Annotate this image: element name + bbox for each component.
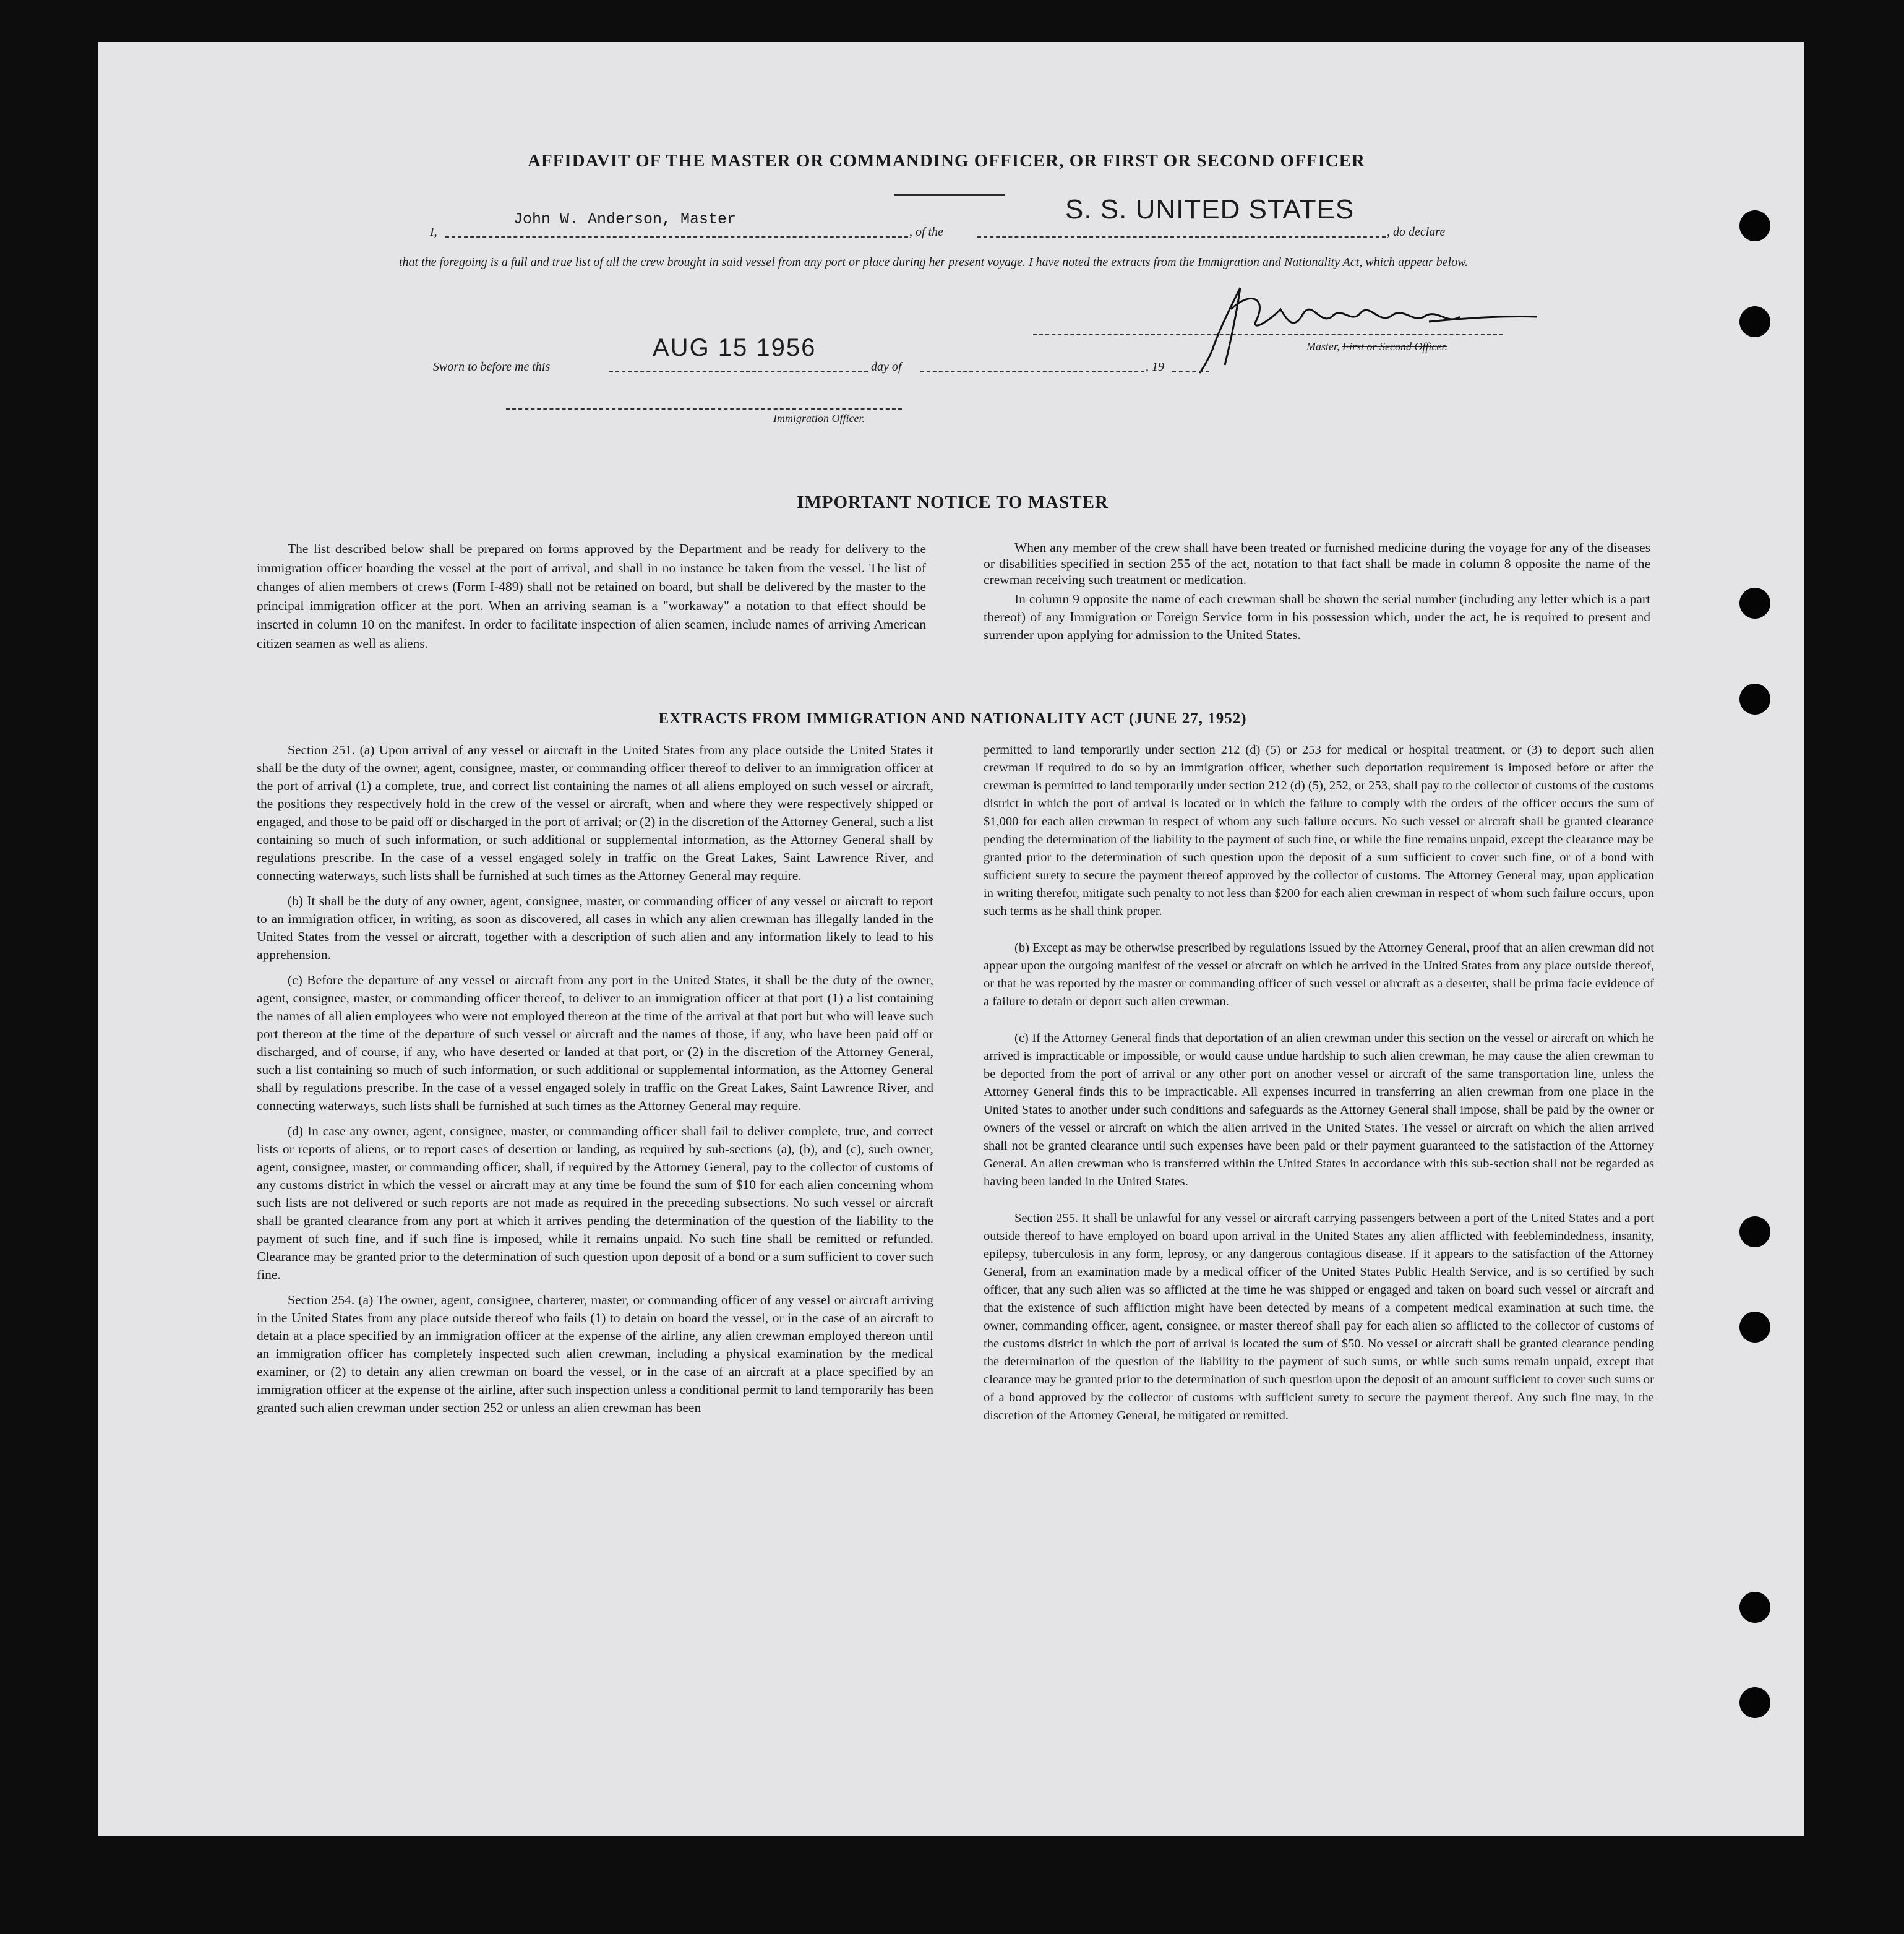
label-i: I, <box>430 225 437 239</box>
binder-hole <box>1739 306 1770 337</box>
notice-right-paragraph-1: When any member of the crew shall have been treated or furnished medicine during the voyage for any of the diseases or disabilities specified in section 255 of the act, notation to that fact shall be made in column 8 opposite the name of the crewman receiving such treatment or medication. <box>984 540 1650 587</box>
extract-section-254a-continued: permitted to land temporarily under section 212 (d) (5) or 253 for medical or hospital treatment, or (3) to deport such alien crewman if required to do so by an immigration officer, whether such deportation requirement is imposed before or after the crewman is permitted to land temporarily under section 212 (d) (5), 252, or 253, shall pay to the collector of customs of the customs district in which the port of arrival is located or in which the failure to comply with the orders of the officer occurs the sum of $1,000 for each alien crewman in respect of whom any such failure occurs. No such vessel or aircraft shall be granted clearance pending the determination of the liability to the payment of such fine, or while the fine remains unpaid, except the clearance may be granted prior to the determination of such question upon the deposit of a sum sufficient to cover such fine, or of a bond with sufficient surety to secure the payment thereof approved by the collector of customs. The Attorney General may, upon application in writing therefor, mitigate such penalty to not less than $200 for each alien crewman in respect of whom such failure occurs, upon such terms as he shall think proper. <box>984 743 1654 918</box>
notice-right-paragraph-2: In column 9 opposite the name of each crewman shall be shown the serial number (including any letter which is a part thereof) of any Immigration or Foreign Service form in his possession which, under the act, he is required to present and surrender upon applying for admission to the United States. <box>984 591 1650 642</box>
extract-section-254c: (c) If the Attorney General finds that deportation of an alien crewman under this section on the vessel or aircraft on which he arrived is impracticable or impossible, or would cause undue hardship to such alien crewman, he may cause the alien crewman to be deported from the port of arrival or any other port on another vessel or aircraft of the same transportation line, unless the Attorney General finds this to be impracticable. All expenses incurred in transferring an alien crewman from one place in the United States to another under such conditions and safeguards as the Attorney General shall impose, shall be paid by the owner or owners of the vessel or aircraft on which the alien arrived in the United States. The vessel or aircraft on which the alien arrived shall not be granted clearance until such expenses have been paid or their payment guaranteed to the satisfaction of the Attorney General. An alien crewman who is transferred within the United States in accordance with this sub-section shall not be regarded as having been landed in the United States. <box>984 1031 1654 1188</box>
extract-section-251d: (d) In case any owner, agent, consignee, master, or commanding officer shall fail to deliver complete, true, and correct lists or reports of aliens, or to report cases of desertion or landing, as required by sub-sections (a), (b), and (c), such owner, agent, consignee, master, or commanding officer, shall, if required by the Attorney General, pay to the collector of customs of any customs district in which the vessel or aircraft may at any time be found the sum of $10 for each alien concerning whom such lists are not delivered or such reports are not made as required in the preceding subsections. No such vessel or aircraft shall be granted clearance from any port at which it arrives pending the determination of the question of the liability to the payment of such fine, and if such fine is imposed, while it remains unpaid. No such fine shall be remitted or refunded. Clearance may be granted prior to the determination of such question upon deposit of a bond or a sum sufficient to cover such fine. <box>257 1124 933 1282</box>
caption-struck-officer: First or Second Officer. <box>1342 340 1447 353</box>
master-name: John W. Anderson, Master <box>513 210 737 228</box>
binder-hole <box>1739 1216 1770 1247</box>
binder-hole <box>1739 1687 1770 1718</box>
extract-section-251a: Section 251. (a) Upon arrival of any vessel or aircraft in the United States from any place outside the United States it shall be the duty of the owner, agent, consignee, master, or commanding officer thereof to deliver to an immigration officer at the port of arrival (1) a complete, true, and correct list containing the names of all aliens employed on such vessel or aircraft, the positions they respectively hold in the crew of the vessel or aircraft, when and where they were respectively shipped or engaged, and those to be paid off or discharged in the port of arrival; or (2) in the discretion of the Attorney General, such a list containing so much of such information, or such additional or supplemental information, as the Attorney General shall by regulations prescribe. In the case of a vessel engaged solely in traffic on the Great Lakes, Saint Lawrence River, and connecting waterways, such lists shall be furnished at such times as the Attorney General may require. <box>257 742 933 883</box>
binder-hole <box>1739 1312 1770 1343</box>
label-of-the: , of the <box>909 225 943 239</box>
signature-caption <box>1306 340 1447 353</box>
name-line <box>445 236 908 238</box>
extracts-title: EXTRACTS FROM IMMIGRATION AND NATIONALITY ACT (JUNE 27, 1952) <box>658 710 1247 727</box>
vessel-line <box>977 236 1386 238</box>
month-line <box>920 371 1144 372</box>
binder-hole <box>1739 684 1770 715</box>
notice-left-paragraph: The list described below shall be prepared on forms approved by the Department and be ready for delivery to the immigration officer boarding the vessel at the port of arrival, and shall in no instance be taken from the vessel. The list of changes of alien members of crews (Form I-489) shall not be retained on board, but shall be delivered by the master to the principal immigration officer at the port. When an arriving seaman is a "workaway" a notation to that effect should be inserted in column 10 on the manifest. In order to facilitate inspection of alien seamen, include names of arriving American citizen seamen as well as aliens. <box>257 541 926 651</box>
notice-left-column <box>257 539 926 660</box>
date-stamp: AUG 15 1956 <box>653 334 817 361</box>
extract-section-255: Section 255. It shall be unlawful for any vessel or aircraft carrying passengers between a port of the United States and a port outside thereof to have employed on board upon arrival in the United States any alien afflicted with feeblemindedness, insanity, epilepsy, tuberculosis in any form, leprosy, or any dangerous contagious disease. If it appears to the satisfaction of the Attorney General, from an examination made by a medical officer of the United States Public Health Service, and is so certified by such officer, that any such alien was so afflicted at the time he was shipped or engaged and taken on board such vessel or aircraft and that the existence of such affliction might have been detected by means of a competent medical examination at such time, the owner, commanding officer, agent, consignee, or master thereof shall pay for each alien so afflicted to the collector of customs of the customs district in which the port of arrival is located the sum of $50. No vessel or aircraft shall be granted clearance pending the determination of the question of the liability to the payment of such sums, or while such sums remain unpaid, except that clearance may be granted prior to the determination of such question upon the deposit of an amount sufficient to cover such sums or of a bond approved by the collector of customs with sufficient surety to secure the payment thereof. Any such fine may, in the discretion of the Attorney General, be mitigated or remitted. <box>984 1211 1654 1422</box>
year-line <box>1172 371 1209 372</box>
title-underline <box>894 194 1005 196</box>
notice-right-column <box>984 539 1650 651</box>
sworn-date-line <box>609 371 868 372</box>
binder-hole <box>1739 210 1770 241</box>
binder-hole <box>1739 588 1770 619</box>
extracts-right-column <box>984 741 1654 1443</box>
affidavit-statement: that the foregoing is a full and true list of all the crew brought in said vessel from any port or place during her present voyage. I have noted the extracts from the Immigration and Nationality Act, which appear below. <box>399 256 1468 269</box>
extract-section-254a: Section 254. (a) The owner, agent, consignee, charterer, master, or commanding officer of any vessel or aircraft arriving in the United States from any place outside thereof who fails (1) to detain on board the vessel, or in the case of an aircraft to detain at a place specified by an immigration officer at the expense of the airline, any alien crewman employed thereon until an immigration officer has completely inspected such alien crewman, including a physical examination by the medical examiner, or (2) to detain any alien crewman on board the vessel, or in the case of an aircraft at a place specified by an immigration officer at the expense of the airline, after such inspection unless a conditional permit to land temporarily has been granted such alien crewman under section 252 or unless an alien crewman has been <box>257 1292 933 1415</box>
label-do-declare: , do declare <box>1387 225 1446 239</box>
officer-caption: Immigration Officer. <box>773 412 865 424</box>
label-year: , 19 <box>1146 360 1164 374</box>
affidavit-title: AFFIDAVIT OF THE MASTER OR COMMANDING OFFICER, OR FIRST OR SECOND OFFICER <box>528 151 1365 171</box>
vessel-name: S. S. UNITED STATES <box>1065 194 1355 225</box>
notice-title: IMPORTANT NOTICE TO MASTER <box>797 492 1109 512</box>
label-sworn: Sworn to before me this <box>433 360 551 374</box>
extract-section-251c: (c) Before the departure of any vessel or aircraft from any port in the United States, it shall be the duty of the owner, agent, consignee, master, or commanding officer thereof, to deliver to an immigration officer at that port (1) a list containing the names of all alien employees who were not employed thereon at the time of the arrival at that port but who will leave such port thereon at the time of the departure of such vessel or aircraft and the names of those, if any, who have been paid off or discharged, and of course, if any, who have deserted or landed at that port, or (2) in the discretion of the Attorney General, such a list containing so much of such information, or such additional or supplemental information, as the Attorney General shall by regulations prescribe. In the case of a vessel engaged solely in traffic on the Great Lakes, Saint Lawrence River, and connecting waterways, such lists shall be furnished at such times as the Attorney General may require. <box>257 973 933 1113</box>
signature-image <box>1194 272 1540 384</box>
label-day-of: day of <box>871 360 902 374</box>
extracts-left-column <box>257 741 933 1424</box>
caption-master: Master, <box>1306 340 1340 353</box>
extract-section-254b: (b) Except as may be otherwise prescribed by regulations issued by the Attorney General, proof that an alien crewman did not appear upon the outgoing manifest of the vessel or aircraft on which he arrived in the United States from any place outside thereof, or that he was reported by the master or commanding officer of such vessel or aircraft as a deserter, shall be prima facie evidence of a failure to detain or deport such alien crewman. <box>984 941 1654 1008</box>
officer-line <box>506 408 902 410</box>
binder-hole <box>1739 1592 1770 1623</box>
extract-section-251b: (b) It shall be the duty of any owner, agent, consignee, master, or commanding officer of any vessel or aircraft to report to an immigration officer, in writing, as soon as discovered, all cases in which any alien crewman has illegally landed in the United States from the vessel or aircraft, together with a description of such alien and any information likely to lead to his apprehension. <box>257 893 933 962</box>
